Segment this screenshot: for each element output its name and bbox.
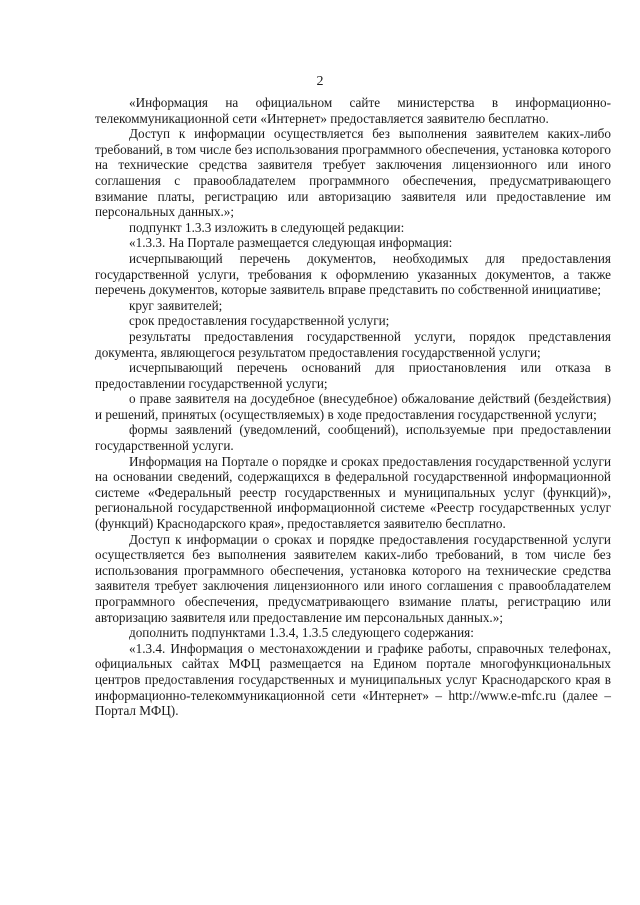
paragraph-2: Доступ к информации осуществляется без выполнения заявителем каких-либо требований, в том числе без использования программного обеспечения, установка которого на технические средства заявителя требует заключения лицензионного или иного соглашения с правообладателем программного обеспечения, предусматривающего взимание платы, регистрацию или авторизацию заявителя или предоставление им персональных данных.»;: [95, 126, 611, 220]
paragraph-4: «1.3.3. На Портале размещается следующая информация:: [129, 235, 453, 251]
paragraph-5: исчерпывающий перечень документов, необходимых для предоставления государственной услуги, требования к оформлению указанных документов, а также перечень документов, которые заявитель вправе представить по собственной инициативе;: [95, 250, 611, 298]
paragraph-13: Доступ к информации о сроках и порядке предоставления государственной услуги осуществляется без выполнения заявителем каких-либо требований, в том числе без использования программного обеспечения, установка которого на технические средства заявителя требует заключения лицензионного или иного соглашения с правообладателем программного обеспечения, предусматривающего взимание платы, регистрацию или авторизацию заявителя или предоставление им персональных данных.»;: [95, 531, 611, 625]
paragraph-7: срок предоставления государственной услуги;: [129, 313, 390, 329]
paragraph-12: Информация на Портале о порядке и сроках предоставления государственной услуги на основании сведений, содержащихся в федеральной государственной информационной системе «Федеральный реестр государственных и муниципальных услуг (функций)», региональной государственной информационной системе «Реестр государственных услуг (функций) Краснодарского края», предоставляется заявителю бесплатно.: [95, 453, 611, 532]
paragraph-6: круг заявителей;: [129, 297, 223, 313]
paragraph-11: формы заявлений (уведомлений, сообщений), используемые при предоставлении государственной услуги.: [95, 422, 611, 454]
paragraph-10: о праве заявителя на досудебное (внесудебное) обжалование действий (бездействия) и решений, принятых (осуществляемых) в ходе предоставления государственной услуги;: [95, 391, 611, 422]
paragraph-8: результаты предоставления государственной услуги, порядок представления документа, являющегося результатом предоставления государственной услуги;: [95, 328, 611, 360]
document-body: [95, 95, 611, 719]
paragraph-14: дополнить подпунктами 1.3.4, 1.3.5 следующего содержания:: [129, 625, 474, 641]
page-number: 2: [316, 74, 324, 89]
paragraph-15: «1.3.4. Информация о местонахождении и графике работы, справочных телефонах, официальных сайтах МФЦ размещается на Едином портале многофункциональных центров предоставления государственных и муниципальных услуг Краснодарского края в информационно-телекоммуникационной сети «Интернет» – http://www.e-mfc.ru (далее – Портал МФЦ).: [95, 640, 611, 719]
paragraph-9: исчерпывающий перечень оснований для приостановления или отказа в предоставлении государственной услуги;: [95, 360, 611, 391]
paragraph-1: «Информация на официальном сайте министерства в информационно-телекоммуникационной сети «Интернет» предоставляется заявителю бесплатно.: [95, 95, 611, 126]
paragraph-3: подпункт 1.3.3 изложить в следующей редакции:: [129, 219, 405, 235]
